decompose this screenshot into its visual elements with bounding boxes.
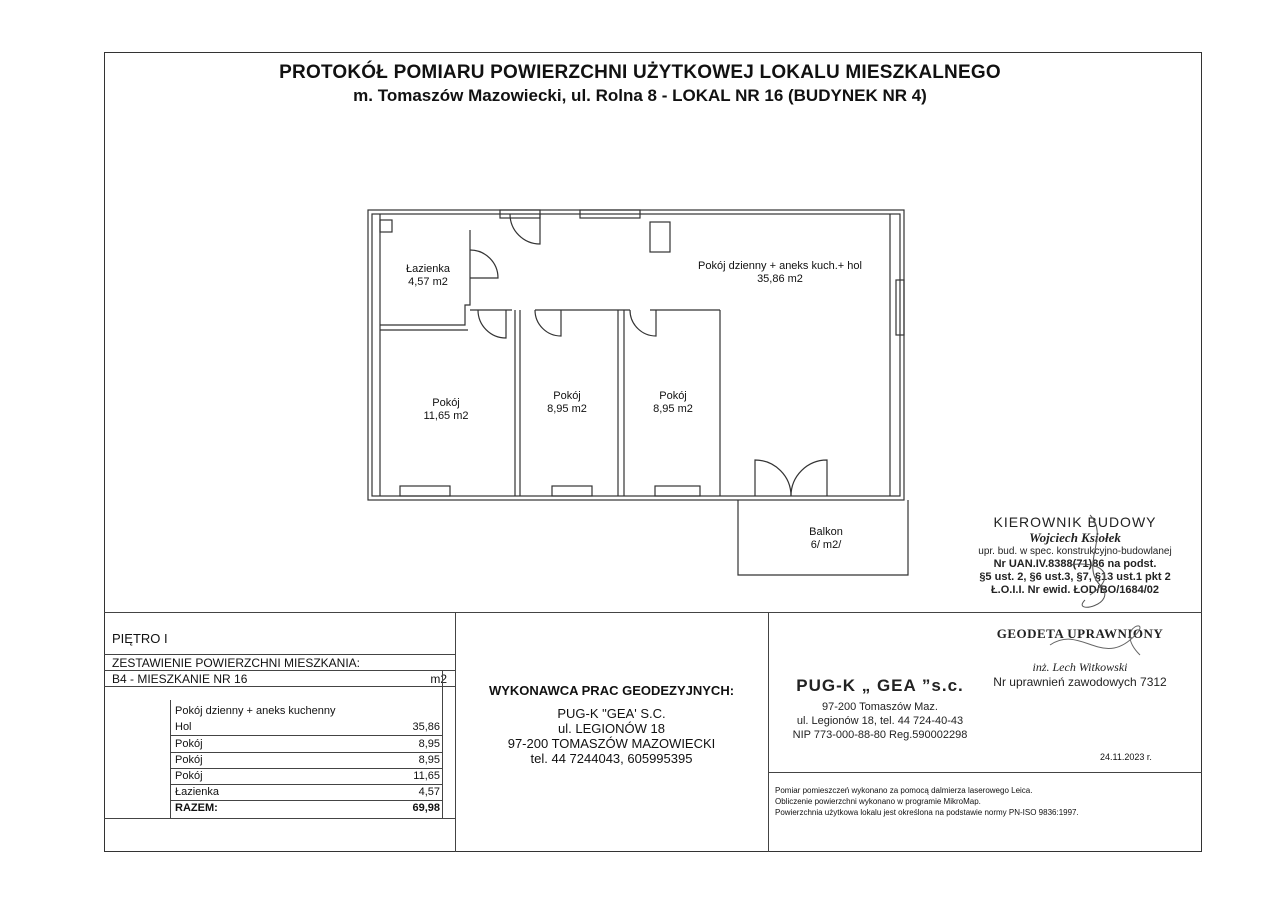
room-name: Pokój <box>432 397 460 409</box>
document-title: PROTOKÓŁ POMIARU POWIERZCHNI UŻYTKOWEJ LOKALU MIESZKALNEGO <box>279 62 1001 83</box>
stamp-line: Nr UAN.IV.8388(71)86 na podst. <box>993 558 1157 570</box>
surveyor-license: Nr uprawnień zawodowych 7312 <box>993 675 1167 689</box>
table-row-label: Pokój <box>175 738 203 750</box>
note-line: Pomiar pomieszczeń wykonano za pomocą dalmierza laserowego Leica. <box>775 786 1033 795</box>
note-line: Obliczenie powierzchni wykonano w programie MikroMap. <box>775 797 981 806</box>
note-line: Powierzchnia użytkowa lokalu jest określona na podstawie normy PN-ISO 9836:1997. <box>775 808 1079 817</box>
table-row-value: 11,65 <box>413 770 440 782</box>
stamp-name: Wojciech Ksiołek <box>1029 530 1121 545</box>
contractor-name: PUG-K "GEA' S.C. <box>557 706 666 721</box>
table-row-label: Pokój dzienny + aneks kuchenny <box>175 705 336 717</box>
company-logo: PUG-K „ GEA ”s.c. <box>796 676 964 695</box>
room-name: Pokój dzienny + aneks kuch.+ hol <box>698 260 862 272</box>
ventilation-shaft <box>650 222 670 252</box>
balcony-door-right <box>791 460 827 496</box>
table-row-value: 8,95 <box>418 754 440 766</box>
contractor-phone: tel. 44 7244043, 605995395 <box>530 751 693 766</box>
contractor-heading: WYKONAWCA PRAC GEODEZYJNYCH: <box>488 683 735 698</box>
room-label <box>388 263 468 289</box>
room-area: 11,65 m2 <box>423 410 469 422</box>
contractor-city: 97-200 TOMASZÓW MAZOWIECKI <box>507 736 716 751</box>
contractor-block <box>455 683 768 766</box>
stamp-line: §5 ust. 2, §6 ust.3, §7, §13 ust.1 pkt 2 <box>979 571 1171 583</box>
table-row-label: Łazienka <box>175 786 220 798</box>
total-label: RAZEM: <box>175 802 218 814</box>
room-name: Balkon <box>809 526 843 538</box>
room-label <box>786 526 866 552</box>
surveyor-heading: GEODETA UPRAWNIONY <box>996 626 1164 641</box>
stamp-line: Ł.O.I.I. Nr ewid. ŁOD/BO/1684/02 <box>990 584 1160 596</box>
room-area: 6/ m2/ <box>810 539 842 551</box>
bedroom-door-1 <box>478 310 506 338</box>
table-row-label: Pokój <box>175 754 203 766</box>
apartment-label: B4 - MIESZKANIE NR 16 <box>112 672 248 686</box>
surveyor-name: inż. Lech Witkowski <box>1032 660 1128 674</box>
room-label <box>660 260 900 286</box>
bathroom-door <box>470 250 498 278</box>
stamp-line: NIP 773-000-88-80 Reg.590002298 <box>792 729 968 741</box>
unit-label: m2 <box>430 672 447 686</box>
room-area: 4,57 m2 <box>408 276 448 288</box>
stamp-line: ul. Legionów 18, tel. 44 724-40-43 <box>796 715 964 727</box>
company-stamp <box>770 676 990 742</box>
table-row-value: 35,86 <box>412 721 440 733</box>
room-name: Pokój <box>553 390 581 402</box>
total-value: 69,98 <box>412 802 440 814</box>
room-name: Łazienka <box>405 263 451 275</box>
floor-label: PIĘTRO I <box>112 631 168 646</box>
room-label <box>406 397 486 423</box>
room-name: Pokój <box>659 390 687 402</box>
stamp-line: 97-200 Tomaszów Maz. <box>822 701 938 713</box>
stamp-line: upr. bud. w spec. konstrukcyjno-budowlanej <box>978 546 1172 557</box>
contractor-street: ul. LEGIONÓW 18 <box>558 721 665 736</box>
stamp-heading: KIEROWNIK BUDOWY <box>993 514 1157 530</box>
outer-wall <box>368 210 904 500</box>
room-label <box>527 390 607 416</box>
document-subtitle: m. Tomaszów Mazowiecki, ul. Rolna 8 - LOKAL NR 16 (BUDYNEK NR 4) <box>353 86 927 105</box>
document-date: 24.11.2023 r. <box>1100 752 1152 762</box>
table-row-label: Hol <box>175 721 192 733</box>
bedroom-door-2 <box>630 310 656 336</box>
room-area: 8,95 m2 <box>653 403 693 415</box>
table-row-label: Pokój <box>175 770 203 782</box>
room-label <box>633 390 713 416</box>
balcony-door-left <box>755 460 791 496</box>
notes-divider <box>768 772 1202 773</box>
room-area: 8,95 m2 <box>547 403 587 415</box>
column-divider <box>768 612 769 852</box>
room-area: 35,86 m2 <box>757 273 803 285</box>
summary-heading: ZESTAWIENIE POWIERZCHNI MIESZKANIA: <box>112 656 361 670</box>
signature <box>1030 505 1160 675</box>
table-row-value: 4,57 <box>418 786 440 798</box>
table-row-value: 8,95 <box>418 738 440 750</box>
